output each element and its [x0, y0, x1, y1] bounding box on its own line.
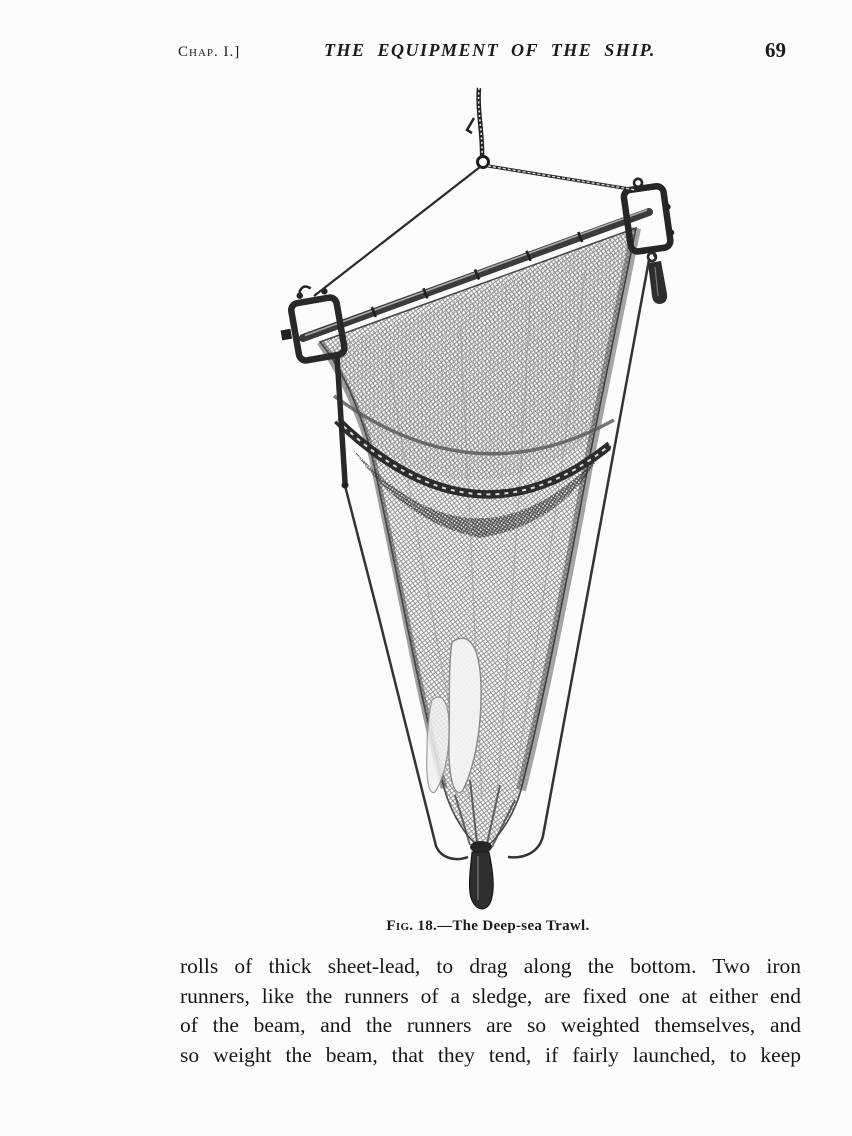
paragraph-line: rolls of thick sheet-lead, to drag along the bottom. Two iron — [180, 954, 801, 978]
paragraph-line: of the beam, and the runners are so weighted themselves, and — [180, 1013, 801, 1037]
chapter-label: Chap. I.] — [178, 44, 241, 60]
runner-weight — [648, 253, 667, 304]
figure-caption-label: Fig. 18. — [386, 918, 438, 934]
paragraph-line: runners, like the runners of a sledge, are fixed one at either end — [180, 983, 801, 1008]
figure-caption — [124, 918, 852, 935]
trawl-net — [320, 228, 636, 849]
port-bridle — [314, 167, 480, 296]
figure-caption-title: —The Deep-sea Trawl. — [437, 918, 590, 934]
cod-end — [469, 841, 493, 909]
paragraph-line: so weight the beam, that they tend, if fairly launched, to keep — [180, 1042, 801, 1067]
body-paragraph — [180, 952, 801, 1070]
towing-rope — [467, 88, 482, 158]
shackle-ring — [478, 157, 489, 168]
running-title: THE EQUIPMENT OF THE SHIP. — [324, 40, 656, 60]
starboard-bridle — [488, 166, 636, 190]
cod-end-weight — [469, 852, 493, 909]
page-number: 69 — [765, 38, 786, 62]
